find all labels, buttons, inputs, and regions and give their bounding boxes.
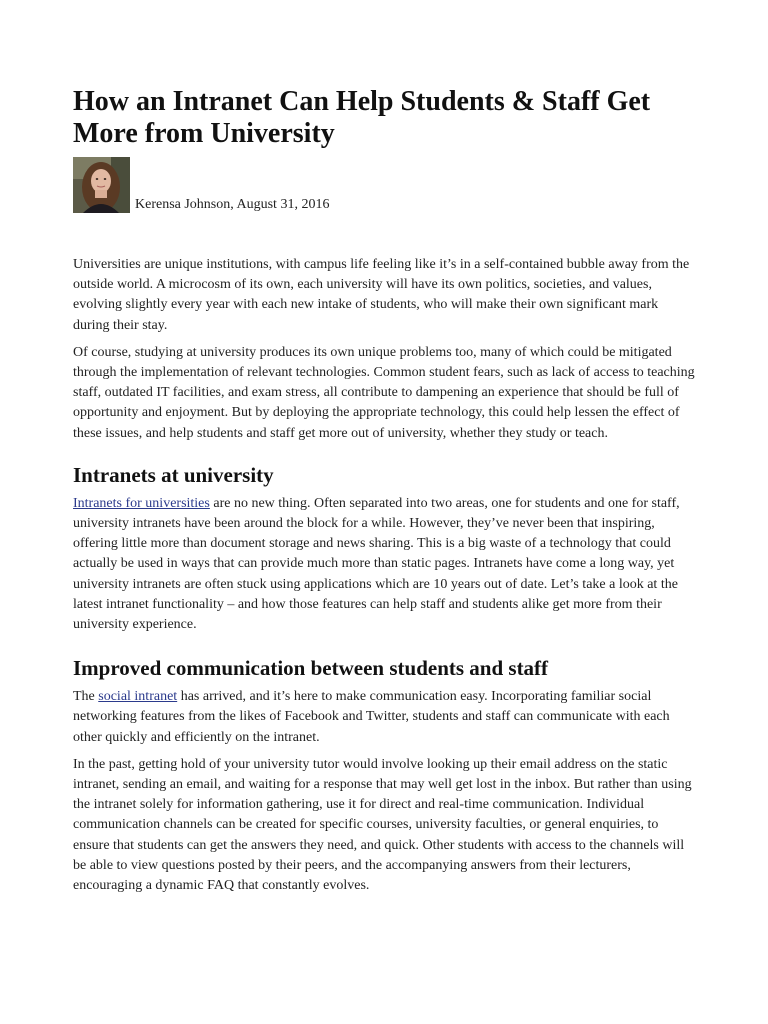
author-name: Kerensa Johnson: [135, 197, 231, 212]
section1-paragraph: [73, 494, 697, 635]
publish-date: August 31, 2016: [236, 197, 330, 212]
intro-paragraph-1: Universities are unique institutions, with campus life feeling like it’s in a self-contained bubble away from the outside world. A microcosm of its own, each university will have its own politics, societies, and values, evolving slightly every year with each new intake of students, who will make their own significant mark during their stay.: [73, 257, 690, 333]
section1-paragraph-text: are no new thing. Often separated into two areas, one for students and one for staff, university intranets have been around the block for a while. However, they’ve never been that inspiring, offering little more than document storage and news sharing. This is a big waste of a technology that could actually be used in ways that can provide much more than static pages. Intranets have come a long way, yet university intranets are often stuck using applications which are 10 years out of date. Let’s take a look at the latest intranet functionality – and how those features can help staff and students alike get more from their university experience.: [73, 495, 680, 633]
social-intranet-link[interactable]: social intranet: [98, 689, 178, 705]
section-heading-intranets: Intranets at university: [73, 462, 274, 487]
article-title: How an Intranet Can Help Students & Staff Get More from University: [73, 86, 651, 149]
article: [73, 86, 697, 896]
section2-paragraph-2: In the past, getting hold of your university tutor would involve looking up their email address on the static intranet, sending an email, and waiting for a response that may well get lost in the inbox. But rather than using the intranet solely for information gathering, use it for direct and real-time communication. Individual communication channels can be created for specific courses, university faculties, or general enquiries, to ensure that students can get the answers they need, and quick. Other students with access to the channels will be able to view questions posted by their peers, and the accompanying answers from their lecturers, encouraging a dynamic FAQ that constantly evolves.: [73, 756, 692, 894]
section2-paragraph-1-text: has arrived, and it’s here to make communication easy. Incorporating familiar social networking features from the likes of Facebook and Twitter, students and staff can communicate with each other quickly and efficiently on the intranet.: [73, 689, 670, 745]
section-heading-communication: Improved communication between students and staff: [73, 656, 549, 681]
intranets-for-universities-link[interactable]: Intranets for universities: [73, 495, 210, 511]
byline: [73, 157, 697, 213]
section2-paragraph-1-lead: The: [73, 689, 99, 705]
byline-text: [135, 197, 329, 213]
intro-paragraph-2: Of course, studying at university produces its own unique problems too, many of which could be mitigated through the implementation of relevant technologies. Common student fears, such as lack of access to teaching staff, outdated IT facilities, and exam stress, all contribute to dampening an experience that should be full of opportunity and enjoyment. But by deploying the appropriate technology, this could help lessen the effect of these issues, and help students and staff get more out of university, whether they study or teach.: [73, 344, 695, 441]
byline-separator: ,: [230, 197, 237, 212]
section2-paragraph-1: [73, 687, 697, 748]
author-avatar: [73, 157, 130, 213]
